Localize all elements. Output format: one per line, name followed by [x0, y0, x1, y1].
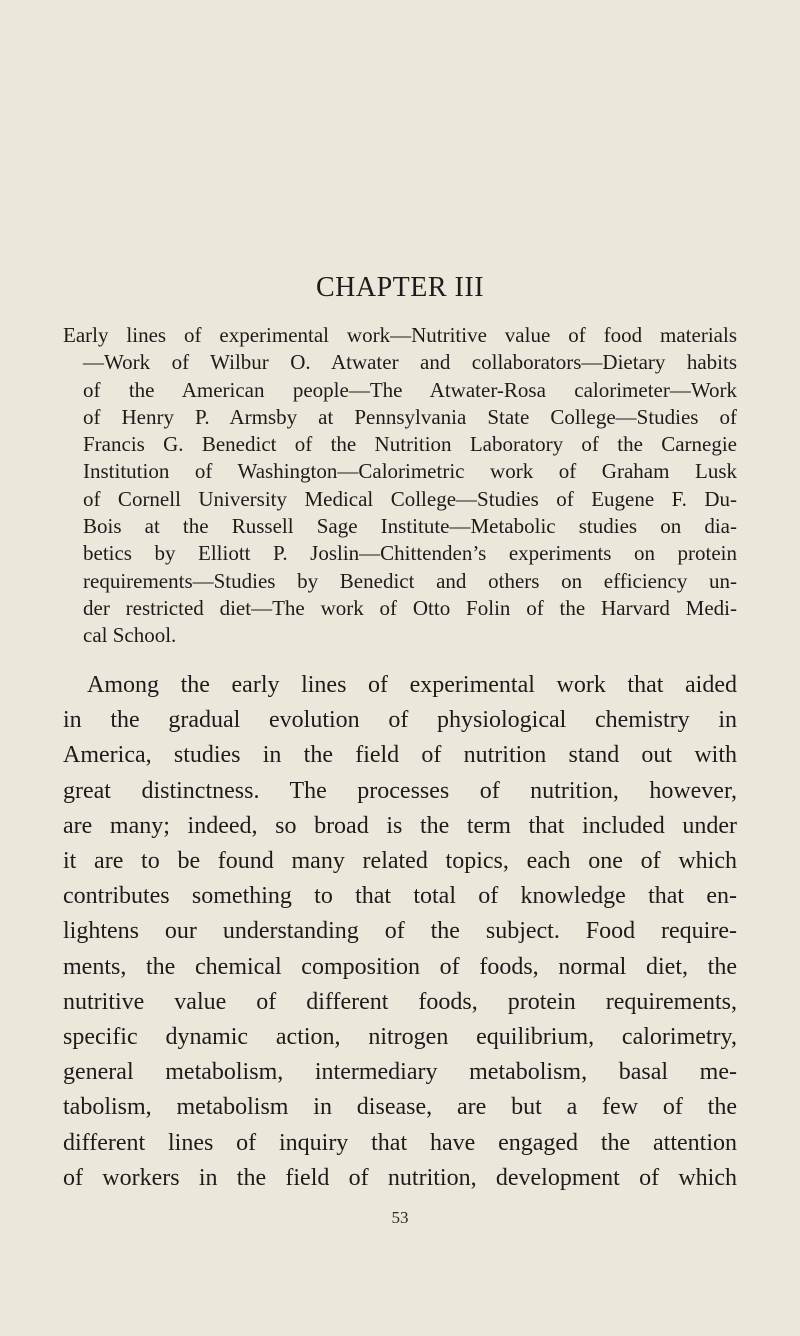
synopsis-line: der restricted diet—The work of Otto Folin of the Harvard Medi- — [83, 595, 737, 620]
body-line: general metabolism, intermediary metabolism, basal me- — [63, 1059, 737, 1086]
body-line: great distinctness. The processes of nutrition, however, — [63, 777, 737, 804]
body-line: ments, the chemical composition of foods, normal diet, the — [63, 953, 737, 980]
body-line: tabolism, metabolism in disease, are but a few of the — [63, 1094, 737, 1121]
synopsis-line: Francis G. Benedict of the Nutrition Laboratory of the Carnegie — [83, 432, 737, 457]
body-line: are many; indeed, so broad is the term that included under — [63, 812, 737, 839]
synopsis-line: of Cornell University Medical College—Studies of Eugene F. Du- — [83, 486, 737, 511]
synopsis-line: Early lines of experimental work—Nutritive value of food materials — [63, 323, 737, 347]
body-line: contributes something to that total of knowledge that en- — [63, 883, 737, 910]
body-line: of workers in the field of nutrition, development of which — [63, 1164, 737, 1191]
synopsis-line: of the American people—The Atwater-Rosa calorimeter—Work — [83, 377, 737, 402]
body-line: nutritive value of different foods, protein requirements, — [63, 988, 737, 1015]
chapter-heading: CHAPTER III — [315, 272, 485, 303]
body-line: it are to be found many related topics, each one of which — [63, 848, 737, 875]
synopsis-line: Bois at the Russell Sage Institute—Metabolic studies on dia- — [83, 514, 737, 539]
body-line: specific dynamic action, nitrogen equilibrium, calorimetry, — [63, 1024, 737, 1051]
body-line: in the gradual evolution of physiological chemistry in — [63, 707, 737, 734]
chapter-synopsis — [63, 322, 737, 650]
body-paragraph — [63, 668, 737, 1196]
synopsis-line: betics by Elliott P. Joslin—Chittenden’s experiments on protein — [83, 541, 737, 566]
body-line: Among the early lines of experimental work that aided — [87, 672, 737, 698]
body-line: America, studies in the field of nutrition stand out with — [63, 742, 737, 769]
synopsis-line: —Work of Wilbur O. Atwater and collaborators—Dietary habits — [83, 350, 737, 375]
body-line: lightens our understanding of the subject. Food require- — [63, 918, 737, 945]
body-line: different lines of inquiry that have engaged the attention — [63, 1129, 737, 1156]
synopsis-line: Institution of Washington—Calorimetric work of Graham Lusk — [83, 459, 737, 484]
synopsis-line: of Henry P. Armsby at Pennsylvania State College—Studies of — [83, 404, 737, 429]
page-number: 53 — [391, 1208, 409, 1227]
synopsis-line: requirements—Studies by Benedict and others on efficiency un- — [83, 568, 737, 593]
synopsis-line: cal School. — [83, 623, 177, 648]
